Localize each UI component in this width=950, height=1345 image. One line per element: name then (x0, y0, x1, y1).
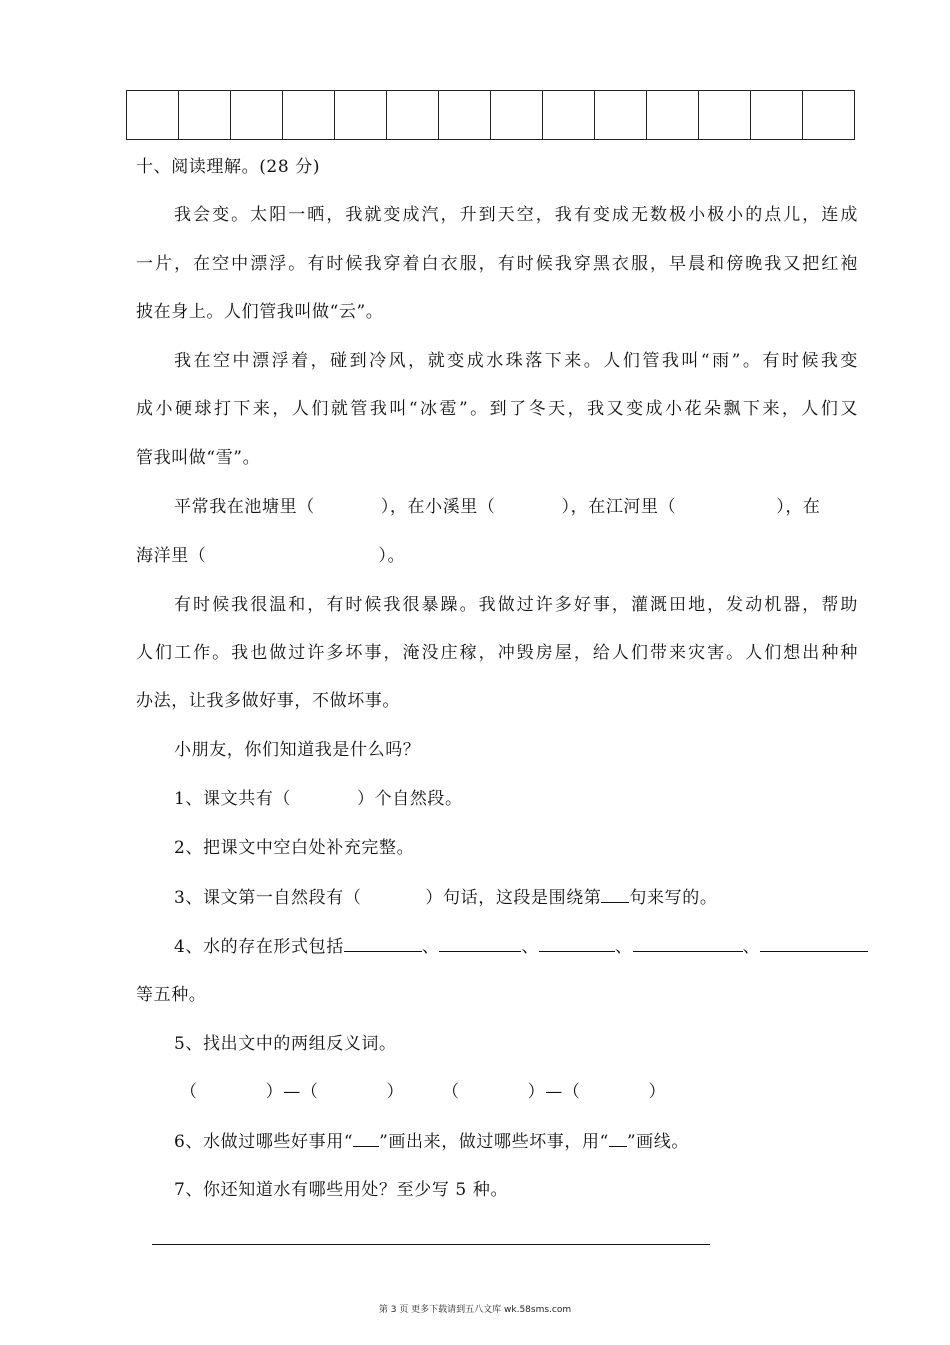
question-text: 4、水的存在形式包括 (174, 937, 344, 957)
question-2: 2、把课文中空白处补充完整。 (174, 838, 415, 858)
dash: — (283, 1082, 301, 1102)
passage-text: ）。 (378, 546, 406, 566)
passage-line-blanks (136, 545, 858, 567)
question-text: 1、课文共有（ (174, 789, 292, 809)
grid-cell[interactable] (387, 91, 439, 139)
section-title: 十、阅读理解。(28 分) (136, 157, 321, 177)
grid-cell[interactable] (751, 91, 803, 139)
question-text: ”画出来，做过哪些坏事，用“ (379, 1132, 609, 1152)
separator: 、 (421, 937, 440, 957)
paren-open: （ (180, 1082, 198, 1102)
passage-line: 人们工作。我也做过许多坏事，淹没庄稼，冲毁房屋，给人们带来灾害。人们想出种种 (136, 643, 858, 663)
passage-line: 我在空中漂浮着，碰到冷风，就变成水珠落下来。人们管我叫“雨”。有时候我变 (174, 351, 858, 371)
question-5: 5、找出文中的两组反义词。 (174, 1034, 397, 1054)
passage-line: 我会变。太阳一晒，我就变成汽，升到天空，我有变成无数极小极小的点儿，连成 (174, 205, 858, 225)
passage-line-blanks (174, 496, 858, 518)
grid-cell[interactable] (595, 91, 647, 139)
question-text: ）个自然段。 (357, 789, 463, 809)
question-1 (174, 788, 858, 810)
grid-cell[interactable] (543, 91, 595, 139)
blank-form-1[interactable] (344, 935, 422, 952)
separator: 、 (742, 937, 761, 957)
dash: — (545, 1082, 563, 1102)
passage-line: 一片，在空中漂浮。有时候我穿着白衣服，有时候我穿黑衣服，早晨和傍晚我又把红袍 (136, 254, 858, 274)
page-footer: 第 3 页 更多下载请到五八文库 wk.58sms.com (378, 1305, 572, 1315)
passage-text: 平常我在池塘里（ (174, 497, 315, 517)
grid-cell[interactable] (127, 91, 179, 139)
question-text: 句来写的。 (629, 888, 718, 908)
passage-line: 有时候我很温和，有时候我很暴躁。我做过许多好事，灌溉田地，发动机器，帮助 (174, 595, 858, 615)
paren-open: （ (562, 1082, 581, 1102)
grid-cell[interactable] (491, 91, 543, 139)
passage-text: 海洋里（ (136, 546, 207, 566)
passage-line: 披在身上。人们管我叫做“云”。 (136, 302, 384, 322)
blank-form-5[interactable] (760, 935, 868, 952)
passage-line: 办法，让我多做好事，不做坏事。 (136, 691, 400, 711)
paren-open: （ (300, 1082, 319, 1102)
question-4-end: 等五种。 (136, 985, 207, 1005)
paren-close: ） (386, 1082, 405, 1102)
paren-close: ） (527, 1082, 546, 1102)
grid-cell[interactable] (179, 91, 231, 139)
grid-cell[interactable] (231, 91, 283, 139)
passage-text: ），在江河里（ (561, 497, 677, 517)
question-text: ）句话，这段是围绕第 (425, 888, 602, 908)
passage-line: 小朋友，你们知道我是什么吗？ (174, 740, 421, 760)
bad-deed-mark (609, 1130, 627, 1147)
good-deed-mark (353, 1130, 379, 1147)
grid-cell[interactable] (283, 91, 335, 139)
grid-cell[interactable] (335, 91, 387, 139)
grid-cell[interactable] (699, 91, 751, 139)
question-7: 7、你还知道水有哪些用处？至少写 5 种。 (174, 1180, 509, 1200)
question-3 (174, 886, 858, 909)
blank-form-2[interactable] (439, 935, 521, 952)
writing-grid (126, 90, 855, 140)
passage-line: 管我叫做“雪”。 (136, 448, 261, 468)
separator: 、 (521, 937, 540, 957)
paren-close: ） (265, 1082, 284, 1102)
grid-cell[interactable] (439, 91, 491, 139)
separator: 、 (615, 937, 633, 957)
paren-open: （ (442, 1082, 460, 1102)
blank-form-4[interactable] (633, 935, 743, 952)
passage-text: ），在 (776, 497, 821, 517)
question-6 (174, 1130, 858, 1153)
question-4 (174, 935, 858, 958)
answer-line[interactable] (152, 1244, 710, 1245)
antonym-row (180, 1081, 720, 1103)
passage-text: ），在小溪里（ (380, 497, 496, 517)
question-text: 6、水做过哪些好事用“ (174, 1132, 354, 1152)
blank-form-3[interactable] (539, 935, 615, 952)
passage-line: 成小硬球打下来，人们就管我叫“冰雹”。到了冬天，我又变成小花朵飘下来，人们又 (136, 399, 858, 419)
blank-sentence-number[interactable] (601, 886, 629, 903)
question-text: ”画线。 (626, 1132, 689, 1152)
paren-close: ） (648, 1082, 667, 1102)
grid-cell[interactable] (647, 91, 699, 139)
question-text: 3、课文第一自然段有（ (174, 888, 362, 908)
grid-cell[interactable] (803, 91, 855, 139)
